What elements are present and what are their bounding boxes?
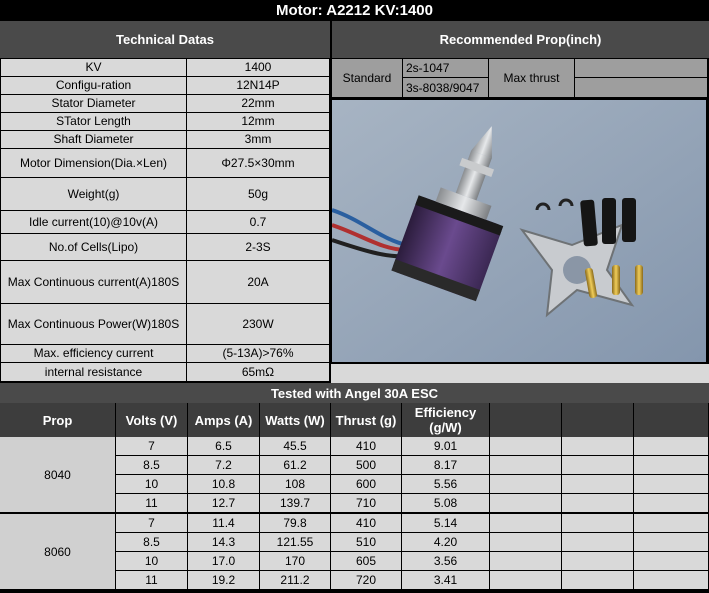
test-cell: 8.5 bbox=[116, 456, 188, 475]
prop-size-cell: 8040 bbox=[0, 437, 116, 513]
spec-label: Shaft Diameter bbox=[1, 131, 187, 149]
test-cell-empty bbox=[634, 494, 709, 513]
test-cell-empty bbox=[490, 533, 562, 552]
test-cell: 10.8 bbox=[188, 475, 260, 494]
test-cell: 17.0 bbox=[188, 552, 260, 571]
test-cell: 170 bbox=[260, 552, 331, 571]
column-header-empty bbox=[490, 403, 562, 437]
spec-value: 12mm bbox=[187, 113, 330, 131]
column-header-empty bbox=[562, 403, 634, 437]
column-header: Prop bbox=[0, 403, 116, 437]
max-thrust-value-2 bbox=[575, 78, 708, 98]
test-cell: 3.56 bbox=[402, 552, 490, 571]
test-table-header bbox=[0, 403, 709, 437]
spec-label: Max Continuous Power(W)180S bbox=[1, 304, 187, 345]
spec-value: 12N14P bbox=[187, 77, 330, 95]
test-cell-empty bbox=[490, 514, 562, 533]
test-cell: 7 bbox=[116, 514, 188, 533]
column-header: Thrust (g) bbox=[331, 403, 402, 437]
test-cell: 710 bbox=[331, 494, 402, 513]
test-cell: 108 bbox=[260, 475, 331, 494]
test-table bbox=[0, 437, 709, 593]
test-cell-empty bbox=[490, 494, 562, 513]
max-thrust-label: Max thrust bbox=[489, 59, 575, 98]
test-cell-empty bbox=[490, 437, 562, 456]
test-cell: 410 bbox=[331, 437, 402, 456]
test-cell: 14.3 bbox=[188, 533, 260, 552]
test-cell-empty bbox=[634, 437, 709, 456]
test-cell: 10 bbox=[116, 475, 188, 494]
spec-label: Motor Dimension(Dia.×Len) bbox=[1, 149, 187, 178]
spec-label: Max. efficiency current bbox=[1, 345, 187, 363]
test-cell-empty bbox=[634, 552, 709, 571]
spec-label: STator Length bbox=[1, 113, 187, 131]
test-cell: 7 bbox=[116, 437, 188, 456]
test-cell-empty bbox=[634, 533, 709, 552]
test-cell-empty bbox=[562, 494, 634, 513]
test-cell: 5.56 bbox=[402, 475, 490, 494]
test-cell-empty bbox=[562, 552, 634, 571]
test-cell: 605 bbox=[331, 552, 402, 571]
column-header: Efficiency (g/W) bbox=[402, 403, 490, 437]
spec-value: 0.7 bbox=[187, 211, 330, 234]
spec-label: Idle current(10)@10v(A) bbox=[1, 211, 187, 234]
test-cell: 510 bbox=[331, 533, 402, 552]
column-header-empty bbox=[634, 403, 709, 437]
spec-value: 2-3S bbox=[187, 234, 330, 261]
test-cell: 11.4 bbox=[188, 514, 260, 533]
test-cell-empty bbox=[562, 514, 634, 533]
recommended-prop-header: Recommended Prop(inch) bbox=[332, 21, 709, 58]
prop-2s: 2s-1047 bbox=[403, 59, 489, 78]
spec-label: No.of Cells(Lipo) bbox=[1, 234, 187, 261]
photo-footer bbox=[331, 363, 709, 383]
test-cell: 11 bbox=[116, 571, 188, 590]
test-cell-empty bbox=[634, 514, 709, 533]
test-cell: 410 bbox=[331, 514, 402, 533]
test-cell: 6.5 bbox=[188, 437, 260, 456]
recommended-prop-table bbox=[331, 58, 709, 99]
motor-photo bbox=[332, 100, 706, 362]
test-cell: 45.5 bbox=[260, 437, 331, 456]
spec-label: Configu-ration bbox=[1, 77, 187, 95]
spec-table bbox=[0, 58, 331, 383]
page-title: Motor: A2212 KV:1400 bbox=[0, 0, 709, 21]
test-cell: 61.2 bbox=[260, 456, 331, 475]
max-thrust-value-1 bbox=[575, 59, 708, 78]
test-cell-empty bbox=[562, 475, 634, 494]
spec-value: Φ27.5×30mm bbox=[187, 149, 330, 178]
test-cell-empty bbox=[562, 437, 634, 456]
spec-value: 3mm bbox=[187, 131, 330, 149]
spec-label: Weight(g) bbox=[1, 178, 187, 211]
photo-frame bbox=[331, 99, 709, 383]
spec-value: 20A bbox=[187, 261, 330, 304]
test-cell: 3.41 bbox=[402, 571, 490, 590]
column-header: Amps (A) bbox=[188, 403, 260, 437]
column-header: Volts (V) bbox=[116, 403, 188, 437]
test-cell-empty bbox=[562, 533, 634, 552]
test-cell-empty bbox=[634, 571, 709, 590]
test-cell: 10 bbox=[116, 552, 188, 571]
test-cell-empty bbox=[562, 571, 634, 590]
spec-value: 22mm bbox=[187, 95, 330, 113]
test-cell: 7.2 bbox=[188, 456, 260, 475]
test-cell-empty bbox=[490, 571, 562, 590]
test-cell-empty bbox=[490, 475, 562, 494]
test-cell-empty bbox=[634, 475, 709, 494]
spec-value: 1400 bbox=[187, 59, 330, 77]
column-header: Watts (W) bbox=[260, 403, 331, 437]
test-cell: 11 bbox=[116, 494, 188, 513]
test-cell: 79.8 bbox=[260, 514, 331, 533]
test-cell: 5.08 bbox=[402, 494, 490, 513]
spec-label: Stator Diameter bbox=[1, 95, 187, 113]
test-header: Tested with Angel 30A ESC bbox=[0, 383, 709, 403]
test-cell: 211.2 bbox=[260, 571, 331, 590]
test-cell: 19.2 bbox=[188, 571, 260, 590]
test-cell: 121.55 bbox=[260, 533, 331, 552]
spec-label: KV bbox=[1, 59, 187, 77]
spec-value: (5-13A)>76% bbox=[187, 345, 330, 363]
test-cell: 500 bbox=[331, 456, 402, 475]
spec-value: 230W bbox=[187, 304, 330, 345]
test-cell-empty bbox=[634, 456, 709, 475]
test-cell: 139.7 bbox=[260, 494, 331, 513]
test-cell-empty bbox=[490, 456, 562, 475]
test-cell: 8.17 bbox=[402, 456, 490, 475]
prop-3s: 3s-8038/9047 bbox=[403, 78, 489, 98]
spec-value: 65mΩ bbox=[187, 363, 330, 382]
test-cell: 600 bbox=[331, 475, 402, 494]
spec-label: internal resistance bbox=[1, 363, 187, 382]
test-cell: 4.20 bbox=[402, 533, 490, 552]
technical-datas-header: Technical Datas bbox=[0, 21, 330, 58]
test-cell: 12.7 bbox=[188, 494, 260, 513]
test-cell-empty bbox=[562, 456, 634, 475]
test-cell-empty bbox=[490, 552, 562, 571]
test-cell: 720 bbox=[331, 571, 402, 590]
spec-value: 50g bbox=[187, 178, 330, 211]
test-cell: 9.01 bbox=[402, 437, 490, 456]
spec-label: Max Continuous current(A)180S bbox=[1, 261, 187, 304]
test-cell: 8.5 bbox=[116, 533, 188, 552]
prop-size-cell: 8060 bbox=[0, 514, 116, 590]
standard-label: Standard bbox=[332, 59, 403, 98]
test-cell: 5.14 bbox=[402, 514, 490, 533]
